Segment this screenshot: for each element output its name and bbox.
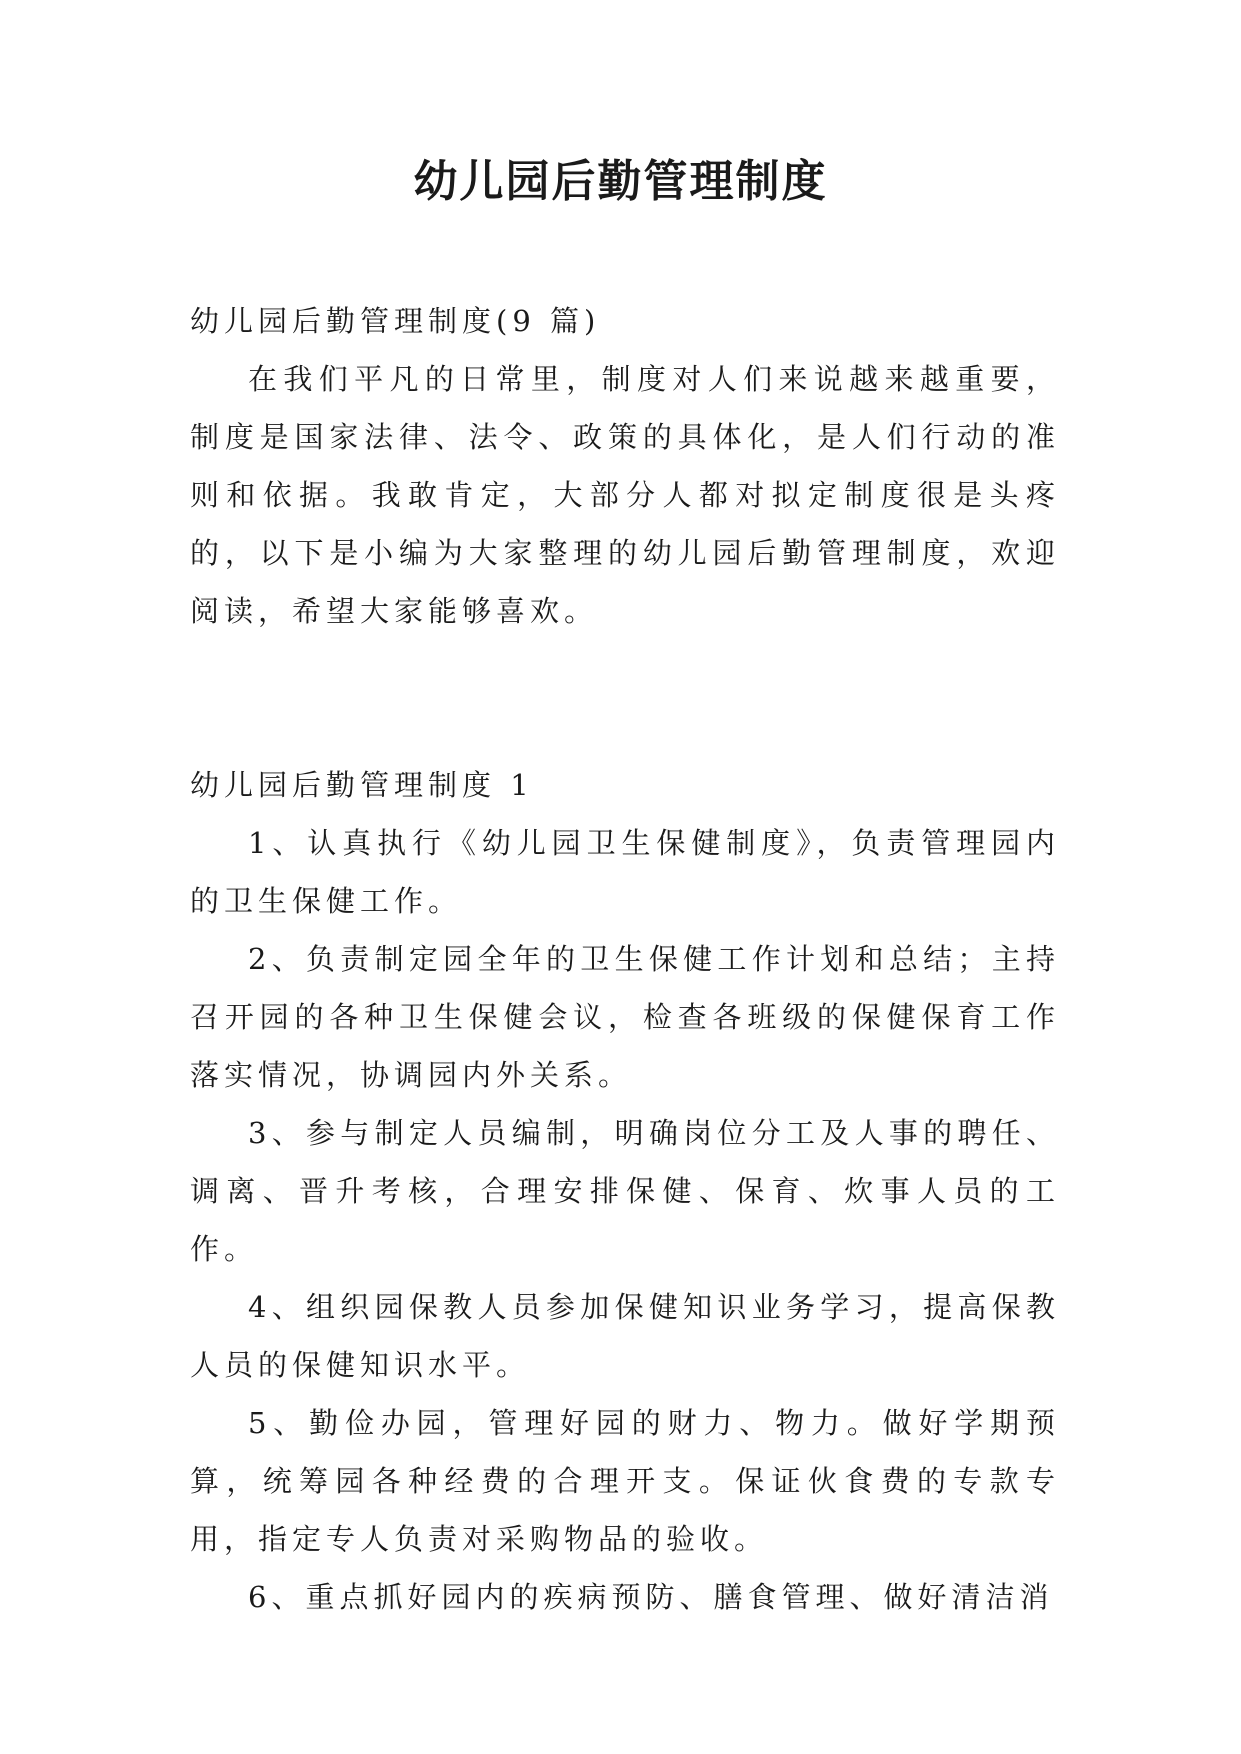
section-heading: 幼儿园后勤管理制度 1 [190, 768, 534, 802]
list-item: 5、勤俭办园，管理好园的财力、物力。做好学期预算，统筹园各种经费的合理开支。保证伙食费的专款专用，指定专人负责对采购物品的验收。 [190, 1406, 1060, 1556]
list-item: 3、参与制定人员编制，明确岗位分工及人事的聘任、调离、晋升考核，合理安排保健、保育、炊事人员的工作。 [190, 1116, 1060, 1266]
list-item: 2、负责制定园全年的卫生保健工作计划和总结；主持召开园的各种卫生保健会议，检查各班级的保健保育工作落实情况，协调园内外关系。 [190, 942, 1060, 1092]
document-title: 幼儿园后勤管理制度 [413, 156, 828, 207]
section-spacer [190, 640, 1060, 756]
intro-paragraph: 在我们平凡的日常里，制度对人们来说越来越重要，制度是国家法律、法令、政策的具体化，是人们行动的准则和依据。我敢肯定，大部分人都对拟定制度很是头疼的，以下是小编为大家整理的幼儿园后勤管理制度，欢迎阅读，希望大家能够喜欢。 [190, 362, 1060, 628]
list-item: 6、重点抓好园内的疾病预防、膳食管理、做好清洁消 [248, 1580, 1054, 1614]
list-item: 1、认真执行《幼儿园卫生保健制度》，负责管理园内的卫生保健工作。 [190, 826, 1060, 918]
list-item: 4、组织园保教人员参加保健知识业务学习，提高保教人员的保健知识水平。 [190, 1290, 1060, 1382]
document-body [190, 292, 1060, 1626]
document-subtitle: 幼儿园后勤管理制度(9 篇) [190, 304, 601, 338]
